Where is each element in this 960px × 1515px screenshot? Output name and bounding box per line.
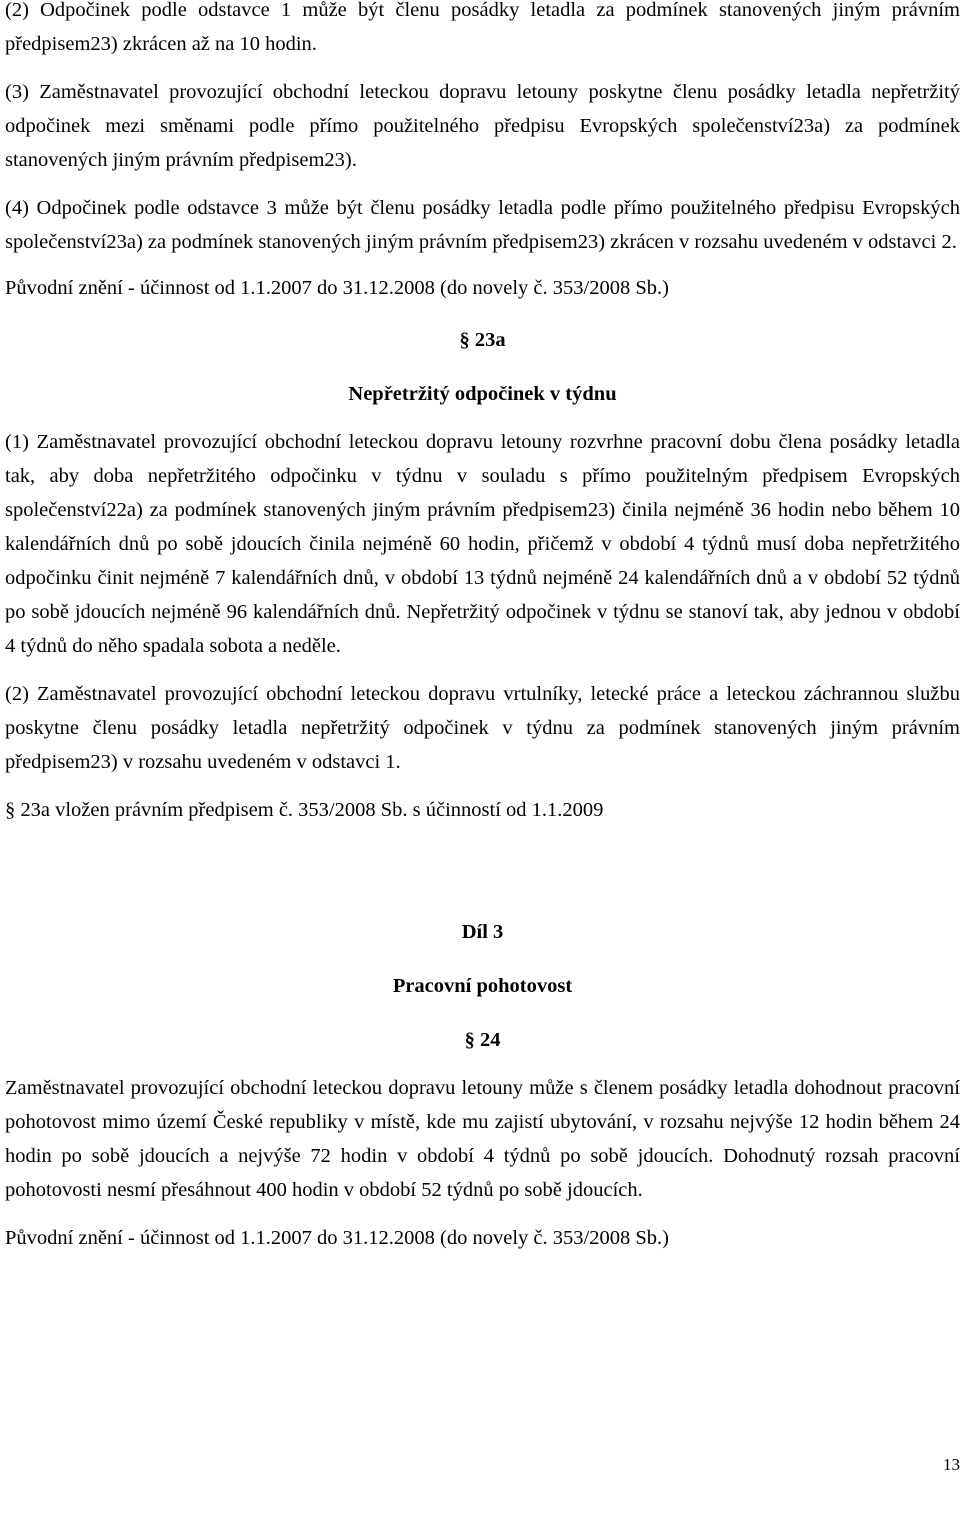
amendment-note-23a: § 23a vložen právním předpisem č. 353/2008 Sb. s účinností od 1.1.2009 [5, 799, 604, 821]
paragraph-s23-2: (2) Odpočinek podle odstavce 1 může být členu posádky letadla za podmínek stanovených jiným právním předpisem23) zkrácen až na 10 hodin. [5, 0, 960, 55]
section-number-23a: § 23a [459, 329, 506, 351]
part-title: Pracovní pohotovost [392, 975, 573, 997]
paragraph-s23a-1: (1) Zaměstnavatel provozující obchodní leteckou dopravu letouny rozvrhne pracovní dobu člena posádky letadla tak, aby doba nepřetržitého odpočinku v týdnu v souladu s přímo použitelným předpisem Evropských společenství22a) za podmínek stanovených jiným právním předpisem23) činila nejméně 36 hodin nebo během 10 kalendářních dnů po sobě jdoucích činila nejméně 60 hodin, přičemž v období 4 týdnů musí doba nepřetržitého odpočinku činit nejméně 7 kalendářních dnů, v období 13 týdnů nejméně 24 kalendářních dnů a v období 52 týdnů po sobě jdoucích nejméně 96 kalendářních dnů. Nepřetržitý odpočinek v týdnu se stanoví tak, aby jednou v období 4 týdnů do něho spadala sobota a neděle. [5, 431, 960, 657]
page-number: 13 [943, 1455, 960, 1474]
original-wording-note-2: Původní znění - účinnost od 1.1.2007 do 31.12.2008 (do novely č. 353/2008 Sb.) [5, 1227, 669, 1249]
paragraph-s23-3: (3) Zaměstnavatel provozující obchodní leteckou dopravu letouny poskytne členu posádky letadla nepřetržitý odpočinek mezi směnami podle přímo použitelného předpisu Evropských společenství23a) za podmínek stanovených jiným právním předpisem23). [5, 81, 960, 171]
paragraph-s23a-2: (2) Zaměstnavatel provozující obchodní leteckou dopravu vrtulníky, letecké práce a leteckou záchrannou službu poskytne členu posádky letadla nepřetržitý odpočinek v týdnu za podmínek stanovených jiným právním předpisem23) v rozsahu uvedeném v odstavci 1. [5, 683, 960, 773]
section-number-24: § 24 [464, 1029, 501, 1051]
paragraph-s23-4: (4) Odpočinek podle odstavce 3 může být členu posádky letadla podle přímo použitelného předpisu Evropských společenství23a) za podmínek stanovených jiným právním předpisem23) zkrácen v rozsahu uvedeném v odstavci 2. [5, 197, 960, 253]
section-title-23a: Nepřetržitý odpočinek v týdnu [348, 383, 617, 405]
part-label: Díl 3 [461, 921, 504, 943]
document-page [5, 0, 960, 1255]
paragraph-s24: Zaměstnavatel provozující obchodní leteckou dopravu letouny může s členem posádky letadla dohodnout pracovní pohotovost mimo území České republiky v místě, kde mu zajistí ubytování, v rozsahu nejvýše 12 hodin během 24 hodin po sobě jdoucích a nejvýše 72 hodin v období 4 týdnů po sobě jdoucích. Dohodnutý rozsah pracovní pohotovosti nesmí přesáhnout 400 hodin v období 52 týdnů po sobě jdoucích. [5, 1077, 960, 1201]
original-wording-note: Původní znění - účinnost od 1.1.2007 do 31.12.2008 (do novely č. 353/2008 Sb.) [5, 277, 669, 299]
